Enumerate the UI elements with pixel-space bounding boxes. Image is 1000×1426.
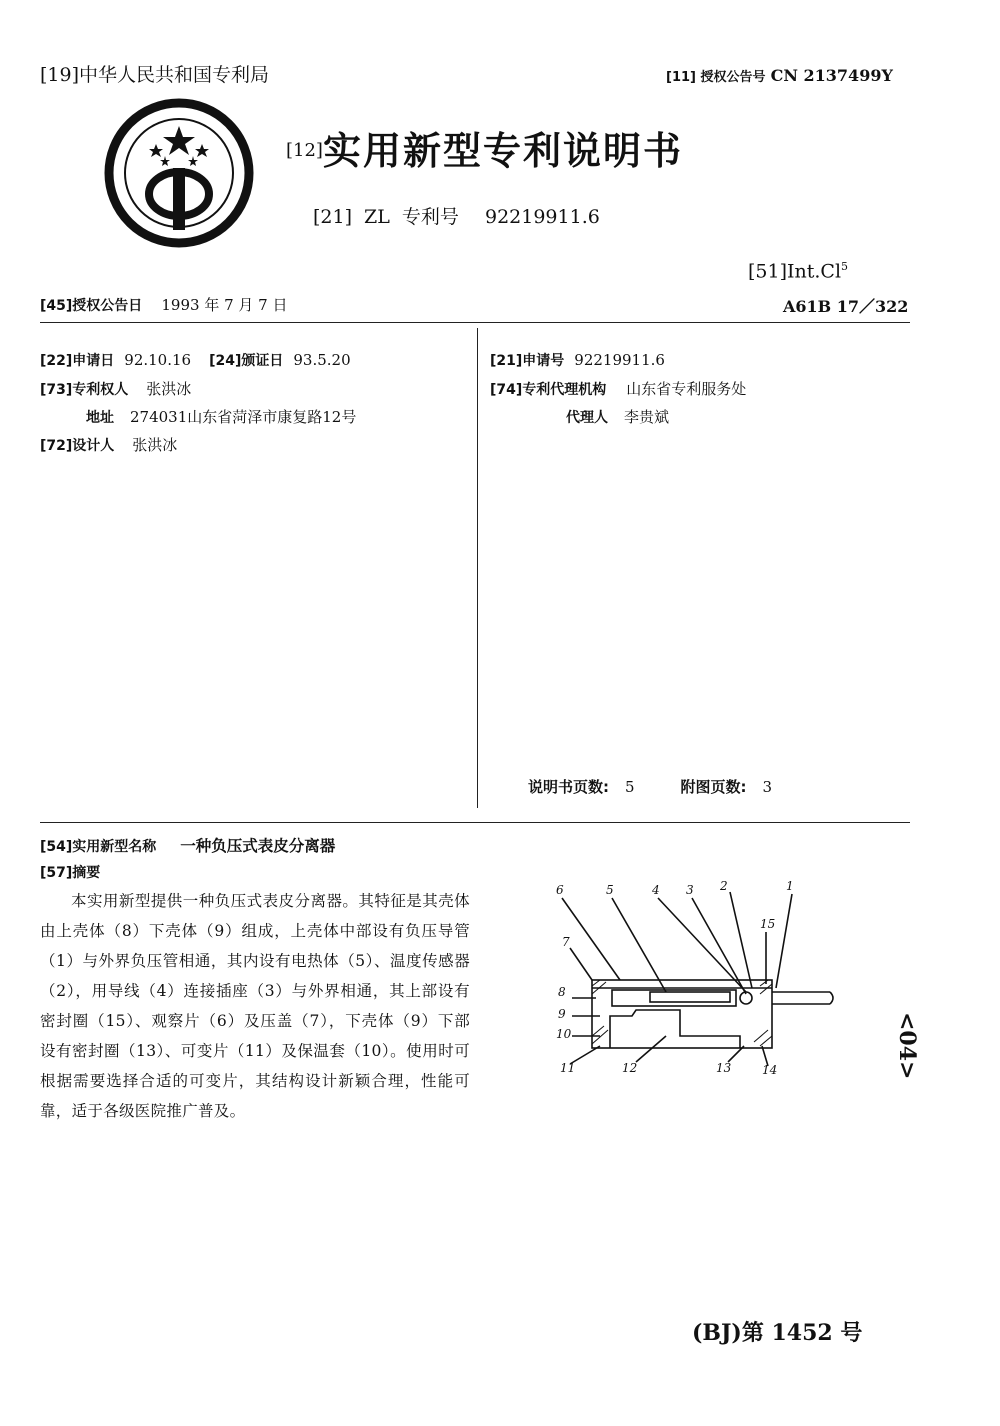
- abstract-heading-row: [40, 862, 100, 882]
- application-number-row: [490, 350, 665, 370]
- owner-row: [40, 378, 191, 399]
- agency-label: [74]专利代理机构: [490, 382, 607, 398]
- patent-office: [19]中华人民共和国专利局: [40, 64, 270, 86]
- abstract-label: [57]摘要: [40, 865, 101, 881]
- page-count-row: [528, 776, 772, 797]
- address-label: 地址: [86, 410, 114, 426]
- patent-number-code: [21] ZL: [313, 206, 390, 228]
- agency-row: [490, 378, 746, 399]
- figure-label-5: 5: [606, 883, 614, 897]
- figure-label-13: 13: [716, 1061, 732, 1075]
- agency-value: 山东省专利服务处: [626, 380, 747, 398]
- ipc-value: A61B 17／322: [783, 297, 909, 316]
- biblio-divider: [40, 822, 910, 823]
- application-number-label: [21]申请号: [490, 353, 565, 369]
- filing-date-row: [40, 350, 351, 370]
- owner-value: 张洪冰: [146, 380, 192, 398]
- publication-number-value: CN 2137499Y: [770, 66, 893, 85]
- figure-label-8: 8: [558, 985, 566, 999]
- designer-label: [72]设计人: [40, 438, 115, 454]
- figure-label-3: 3: [686, 883, 694, 897]
- certificate-date-value: 93.5.20: [293, 351, 351, 369]
- figure-label-9: 9: [558, 1007, 566, 1021]
- figure-label-12: 12: [622, 1061, 638, 1075]
- filing-date-value: 92.10.16: [124, 351, 192, 369]
- designer-row: [40, 434, 177, 455]
- utility-model-title: 一种负压式表皮分离器: [180, 836, 336, 855]
- publication-number-label: [11] 授权公告号: [666, 70, 766, 85]
- certificate-date-label: [24]颁证日: [209, 353, 284, 369]
- figure-pages-value: 3: [762, 778, 773, 796]
- utility-model-title-label: [54]实用新型名称: [40, 839, 157, 855]
- serial-number: (BJ)第 1452 号: [692, 1320, 863, 1346]
- patent-number: [313, 202, 600, 229]
- publication-number: [666, 66, 893, 85]
- application-number-value: 92219911.6: [574, 351, 665, 369]
- spec-pages-value: 5: [625, 778, 635, 796]
- agent-value: 李贵斌: [624, 408, 670, 426]
- agent-label: 代理人: [566, 410, 608, 426]
- figure-label-10: 10: [556, 1027, 572, 1041]
- grant-date: [40, 294, 287, 315]
- ipc-superscript: 5: [841, 260, 849, 273]
- device-cross-section-figure: [540, 876, 850, 1076]
- filing-date-label: [22]申请日: [40, 353, 115, 369]
- patent-number-value: 92219911.6: [484, 206, 600, 228]
- figure-label-11: 11: [560, 1061, 576, 1075]
- grant-date-value: 1993 年 7 月 7 日: [161, 296, 288, 314]
- designer-value: 张洪冰: [132, 436, 178, 454]
- utility-model-title-row: [40, 834, 335, 856]
- figure-label-6: 6: [556, 883, 564, 897]
- figure-label-1: 1: [786, 879, 794, 893]
- ipc-code: [51]Int.Cl: [748, 260, 842, 283]
- abstract-text: 本实用新型提供一种负压式表皮分离器。其特征是其壳体由上壳体（8）下壳体（9）组成，上壳体中部设有负压导管（1）与外界负压管相通，其内设有电热体（5）、温度传感器（2），用导线（4）连接插座（3）与外界相通，其上部设有密封圈（15）、观察片（6）及压盖（7），下壳体（9）下部设有密封圈（13）、可变片（11）及保温套（10）。使用时可根据需要选择合适的可变片，其结构设计新颖合理，性能可靠，适于各级医院推广普及。: [40, 892, 470, 1120]
- owner-label: [73]专利权人: [40, 382, 129, 398]
- document-type: [286, 120, 683, 175]
- column-divider: [477, 328, 478, 808]
- spec-pages-label: 说明书页数:: [528, 778, 609, 796]
- header-divider: [40, 322, 910, 323]
- figure-label-2: 2: [720, 879, 728, 893]
- ipc-classification: [748, 260, 848, 282]
- agent-row: [566, 406, 669, 427]
- figure-pages-label: 附图页数:: [680, 778, 747, 796]
- figure-label-4: 4: [652, 883, 660, 897]
- figure-label-7: 7: [562, 935, 570, 949]
- figure-label-15: 15: [760, 917, 776, 931]
- address-row: [86, 406, 356, 427]
- document-type-code: [12]: [286, 140, 323, 161]
- patent-office-emblem: [104, 98, 254, 248]
- address-value: 274031山东省菏泽市康复路12号: [130, 408, 357, 426]
- grant-date-label: [45]授权公告日: [40, 298, 143, 314]
- page-mark: <04>: [894, 1012, 920, 1080]
- figure-label-14: 14: [762, 1063, 778, 1076]
- document-type-title: 实用新型专利说明书: [322, 128, 683, 173]
- patent-number-label: 专利号: [401, 206, 459, 228]
